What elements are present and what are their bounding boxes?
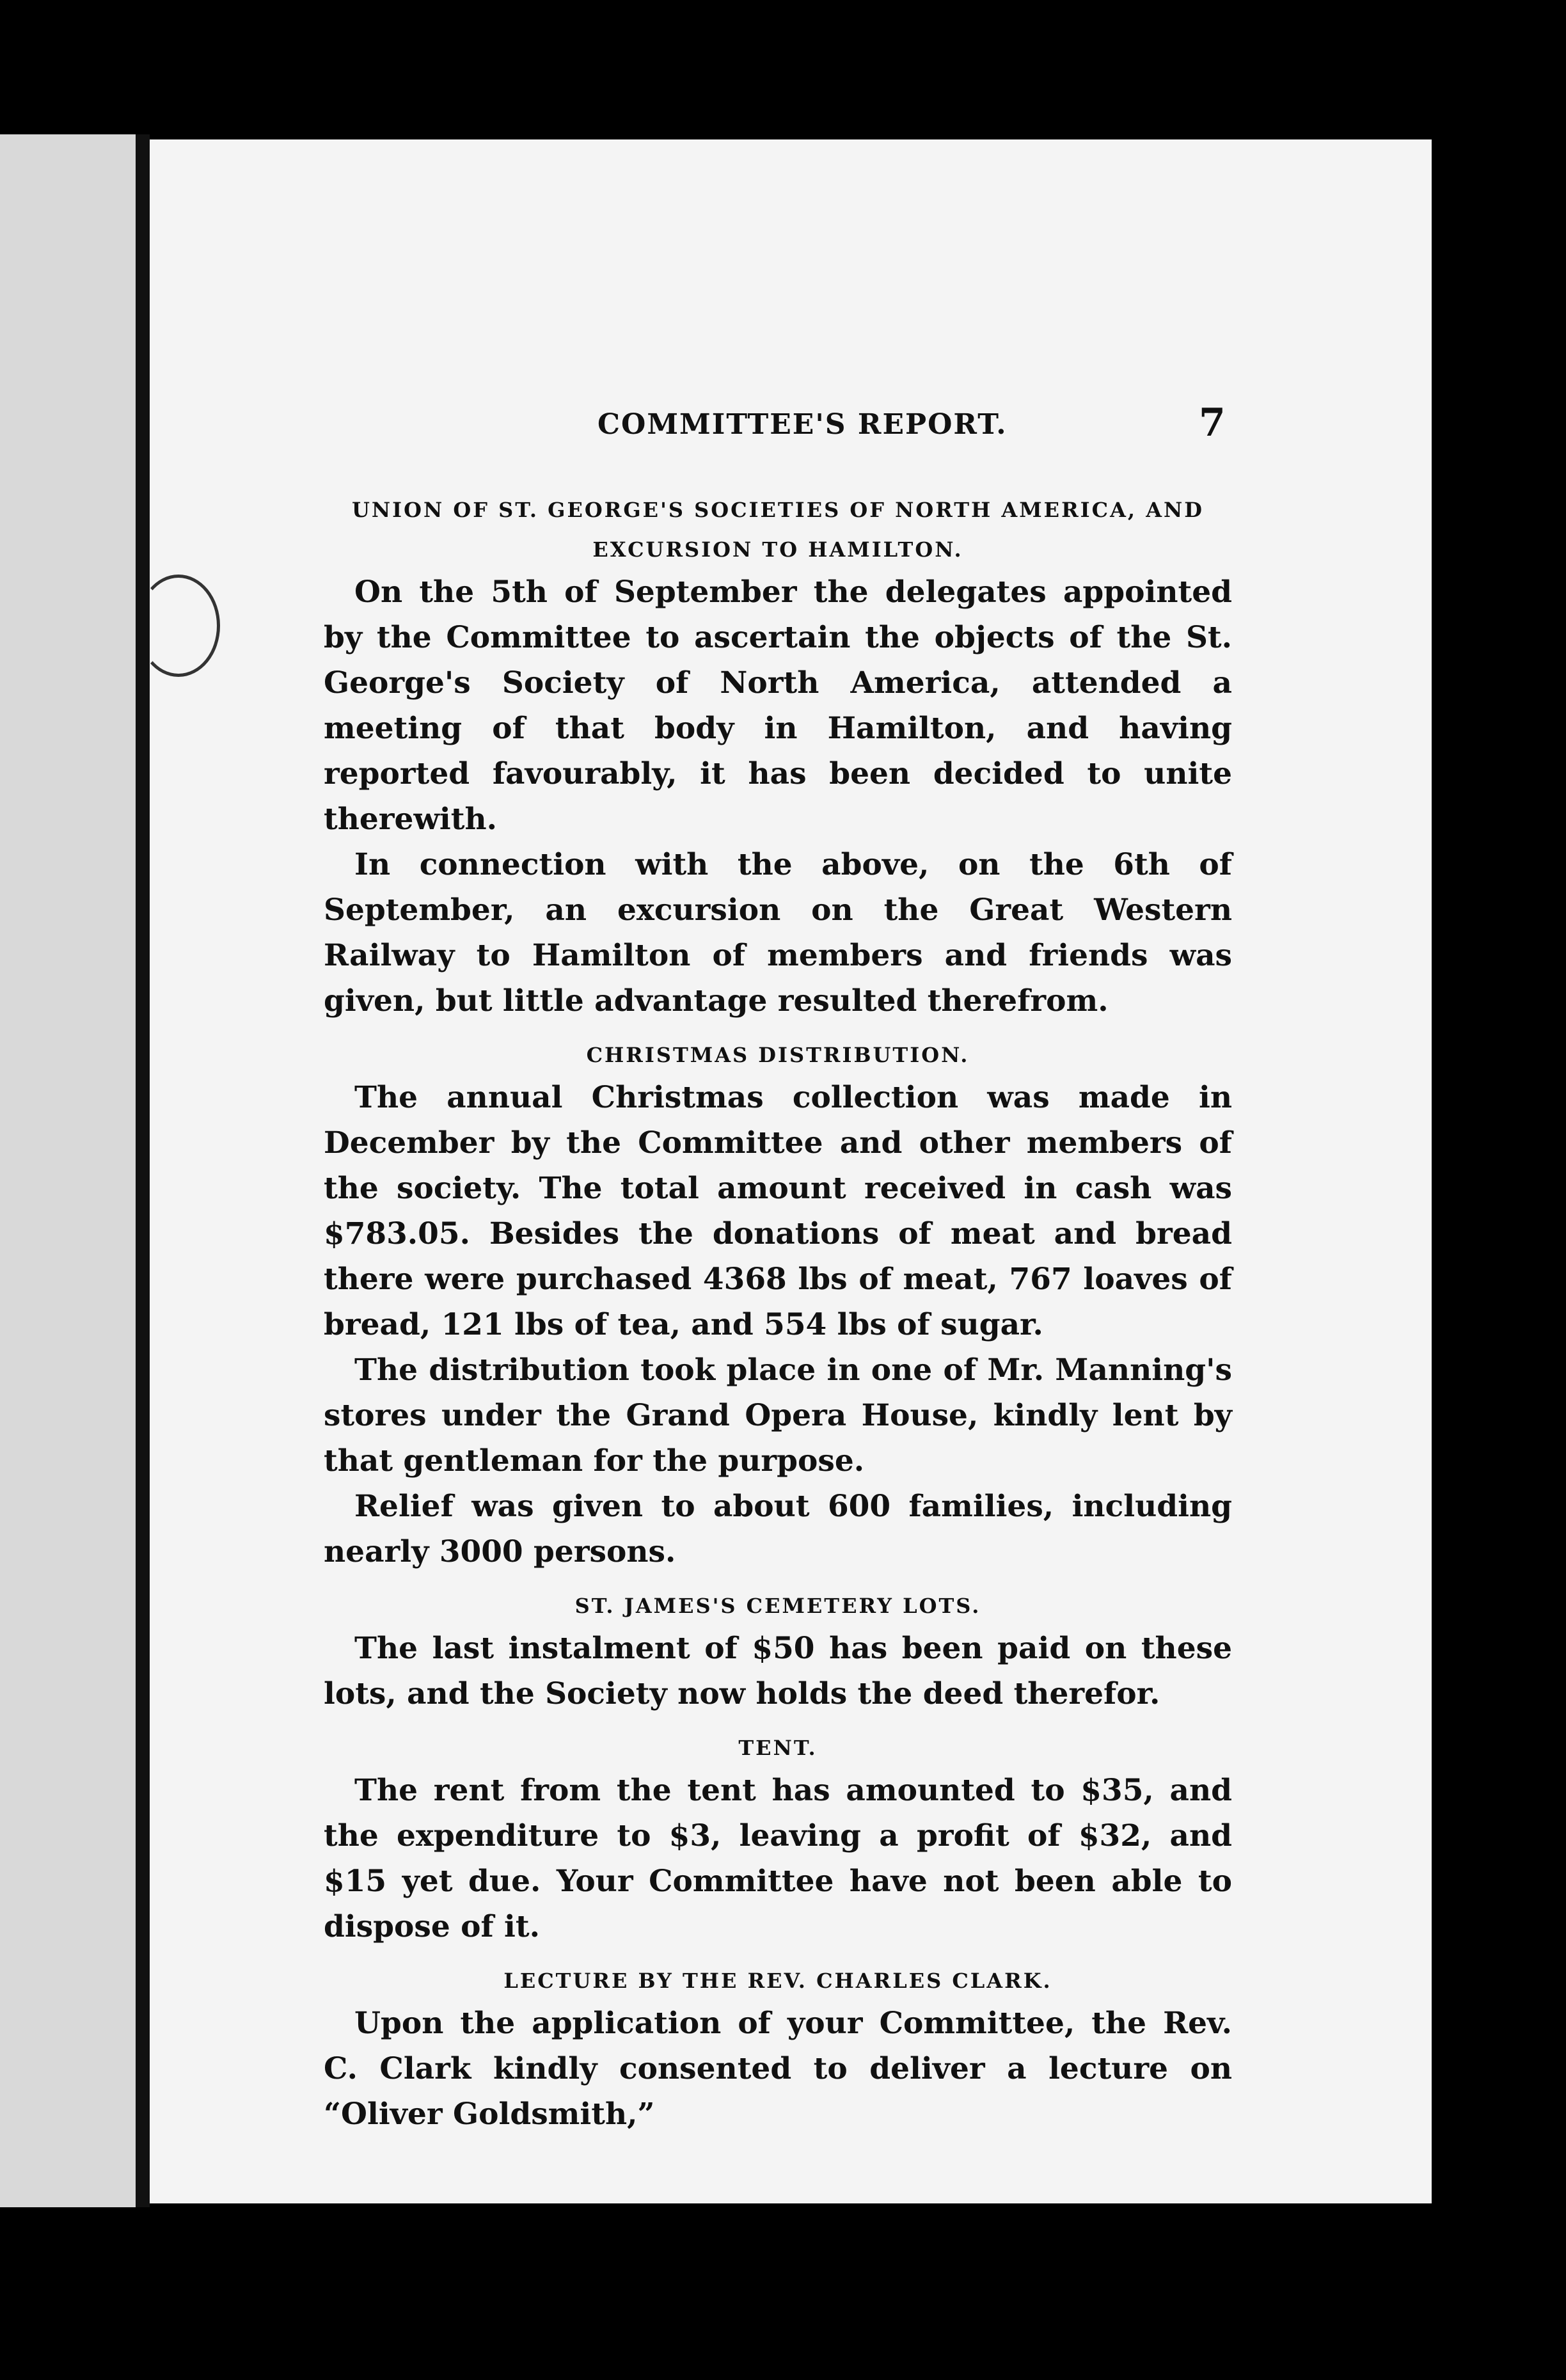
book-gutter (136, 134, 150, 2207)
paragraph: Relief was given to about 600 families, including nearly 3000 persons. (324, 1489, 1232, 1569)
handwritten-circle-mark (137, 575, 220, 677)
left-page-edge (0, 134, 146, 2207)
section-heading-christmas: CHRISTMAS DISTRIBUTION. (586, 1043, 970, 1067)
paragraph: Upon the application of your Committee, the Rev. C. Clark kindly consented to deliver a lecture on “Oliver Goldsmith,” (324, 2006, 1232, 2132)
paragraph: The distribution took place in one of Mr. Manning's stores under the Grand Opera House, kindly lent by that gentleman for the purpose. (324, 1353, 1232, 1479)
section-heading-tent: TENT. (738, 1736, 818, 1760)
section-heading-union (324, 490, 1232, 569)
heading-line: UNION OF ST. GEORGE'S SOCIETIES OF NORTH AMERICA, AND (351, 498, 1205, 522)
paragraph: The rent from the tent has amounted to $35, and the expenditure to $3, leaving a profit of $32, and $15 yet due. Your Committee have not been able to dispose of it. (324, 1773, 1232, 1944)
section-heading-lecture: LECTURE BY THE REV. CHARLES CLARK. (503, 1969, 1052, 1993)
page-number: 7 (1199, 401, 1226, 445)
paragraph: On the 5th of September the delegates appointed by the Committee to ascertain the objects of the St. George's Society of North America, attended a meeting of that body in Hamilton, and having reported favourably, it has been decided to unite therewith. (324, 575, 1232, 837)
report-body (324, 490, 1232, 2137)
paragraph: The last instalment of $50 has been paid on these lots, and the Society now holds the deed therefor. (324, 1631, 1232, 1711)
section-heading-cemetery: ST. JAMES'S CEMETERY LOTS. (574, 1594, 981, 1618)
paragraph: The annual Christmas collection was made in December by the Committee and other members of the society. The total amount received in cash was $783.05. Besides the donations of meat and bread there were purchased 4368 lbs of meat, 767 loaves of bread, 121 lbs of tea, and 554 lbs of sugar. (324, 1080, 1232, 1342)
document-page (150, 139, 1432, 2203)
page-header (150, 401, 1250, 453)
heading-line: EXCURSION TO HAMILTON. (592, 537, 963, 562)
page-title: COMMITTEE'S REPORT. (597, 408, 1008, 441)
paragraph: In connection with the above, on the 6th of September, an excursion on the Great Western Railway to Hamilton of members and friends was given, but little advantage resulted therefrom. (324, 847, 1232, 1019)
